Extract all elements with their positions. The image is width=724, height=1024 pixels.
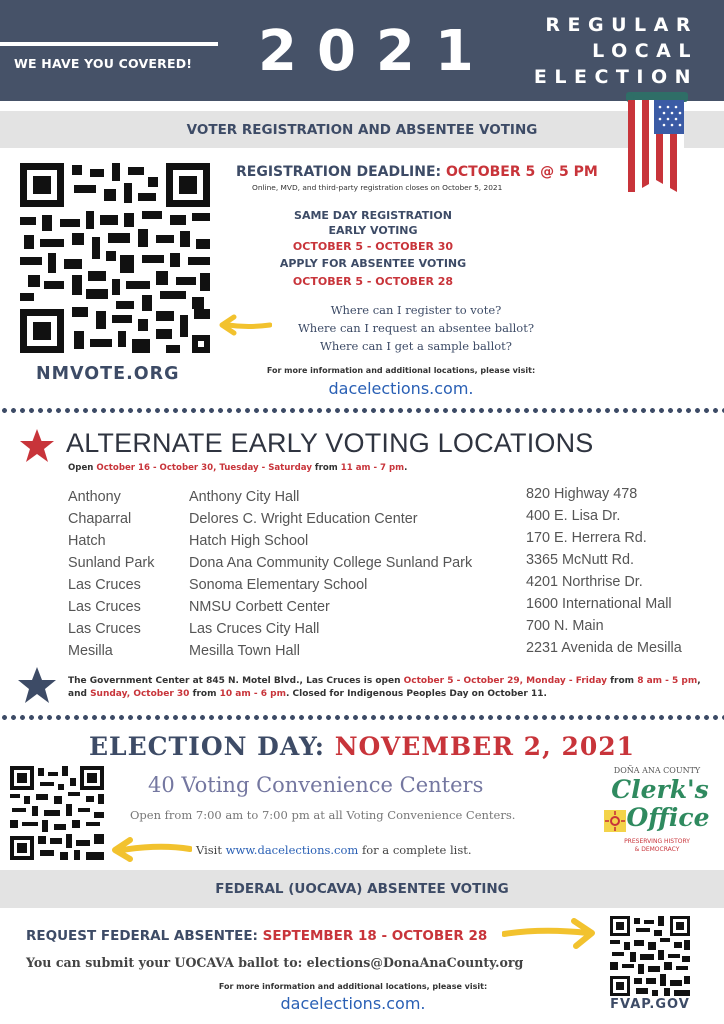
election-day-title (0, 732, 724, 761)
federal-request-dates: SEPTEMBER 18 - OCTOBER 28 (262, 928, 488, 944)
question-absentee: Where can I request an absentee ballot? (297, 321, 535, 335)
gov-note-text: The Government Center at 845 N. Motel Blvd., Las Cruces is open (68, 676, 404, 686)
apply-absentee-label: APPLY FOR ABSENTEE VOTING (279, 257, 467, 270)
logo-tagline-1: PRESERVING HISTORY (624, 838, 690, 845)
absentee-dates: OCTOBER 5 - OCTOBER 28 (292, 275, 454, 288)
alternate-locations-title: ALTERNATE EARLY VOTING LOCATIONS (66, 428, 594, 458)
location-site: Mesilla Town Hall (189, 643, 300, 659)
federal-submit-line: You can submit your UOCAVA ballot to: elections@DonaAnaCounty.org (26, 955, 524, 970)
dacelections-link[interactable]: dacelections.com. (280, 994, 426, 1013)
gov-note-sunday-hours: 10 am - 6 pm (219, 689, 286, 699)
question-register: Where can I register to vote? (330, 303, 502, 317)
location-address: 170 E. Herrera Rd. (526, 530, 647, 546)
open-end: . (404, 463, 408, 473)
open-hours-value: 11 am - 7 pm (340, 463, 405, 473)
location-site: Hatch High School (189, 533, 309, 549)
logo-county: DOÑA ANA COUNTY (613, 766, 701, 775)
more-info-text: For more information and additional locations, please visit: (266, 366, 536, 375)
location-address: 820 Highway 478 (526, 486, 638, 502)
early-voting-dates: OCTOBER 5 - OCTOBER 30 (292, 240, 454, 253)
location-site: Las Cruces City Hall (189, 621, 320, 637)
federal-absentee-bar-title: FEDERAL (UOCAVA) ABSENTEE VOTING (215, 881, 509, 897)
gov-note-text: from (189, 689, 220, 699)
question-sample-ballot: Where can I get a sample ballot? (320, 339, 512, 353)
registration-deadline-label: REGISTRATION DEADLINE: (236, 164, 446, 180)
open-dates: October 16 - October 30, Tuesday - Saturday (96, 463, 312, 473)
location-city: Las Cruces (68, 621, 141, 637)
star-icon (16, 666, 58, 704)
open-prefix: Open (68, 463, 97, 473)
logo-tagline-2: & DEMOCRACY (634, 846, 680, 853)
gov-note-text: , and (68, 676, 701, 699)
registration-deadline-value: OCTOBER 5 @ 5 PM (445, 164, 598, 180)
location-city: Chaparral (68, 511, 132, 527)
location-city: Mesilla (68, 643, 113, 659)
voting-centers-qr-code[interactable] (10, 766, 104, 860)
voting-centers-heading: 40 Voting Convenience Centers (148, 773, 484, 797)
more-info-text: For more information and additional locations, please visit: (218, 982, 488, 991)
federal-request-label: REQUEST FEDERAL ABSENTEE: (26, 928, 263, 944)
open-mid: from (311, 463, 341, 473)
nmvote-qr-code[interactable] (20, 163, 210, 353)
government-center-note (68, 675, 708, 701)
star-icon (18, 428, 56, 464)
location-site: NMSU Corbett Center (189, 599, 330, 615)
logo-line-1: Clerk's (611, 775, 709, 804)
location-site: Delores C. Wright Education Center (189, 511, 418, 527)
location-city: Las Cruces (68, 577, 141, 593)
election-day-date: NOVEMBER 2, 2021 (334, 732, 636, 761)
same-day-registration: SAME DAY REGISTRATION (294, 209, 452, 222)
location-site: Anthony City Hall (189, 489, 300, 505)
gov-note-text: . Closed for Indigenous Peoples Day on October 11. (285, 689, 547, 699)
location-city: Las Cruces (68, 599, 141, 615)
header-divider (0, 42, 218, 46)
logo-line-2: Office (626, 803, 710, 832)
header-title-line-2: LOCAL (592, 40, 698, 62)
header-tagline: WE HAVE YOU COVERED! (14, 56, 193, 71)
registration-deadline (236, 164, 598, 180)
header-title-line-3: ELECTION (533, 66, 698, 88)
dotted-divider (0, 714, 724, 721)
visit-line (196, 843, 472, 857)
location-address: 400 E. Lisa Dr. (526, 508, 621, 524)
visit-suffix: for a complete list. (358, 843, 472, 857)
location-address: 1600 International Mall (526, 596, 672, 612)
location-address: 2231 Avenida de Mesilla (526, 640, 682, 656)
header-title-line-1: REGULAR (545, 14, 698, 36)
alternate-locations-hours (68, 463, 407, 473)
arrow-right-icon (502, 916, 602, 950)
dotted-divider (0, 407, 724, 414)
nmvote-link[interactable]: NMVOTE.ORG (36, 364, 180, 384)
gov-note-hours: 8 am - 5 pm (637, 676, 698, 686)
voter-registration-bar-title: VOTER REGISTRATION AND ABSENTEE VOTING (186, 122, 538, 138)
location-city: Hatch (68, 533, 106, 549)
us-flag-ribbon-icon (624, 92, 690, 196)
location-address: 700 N. Main (526, 618, 604, 634)
clerks-office-logo (602, 766, 712, 862)
location-city: Sunland Park (68, 555, 155, 571)
header-year: 2021 (258, 19, 494, 84)
registration-deadline-note: Online, MVD, and third-party registration closes on October 5, 2021 (252, 183, 503, 192)
location-site: Dona Ana Community College Sunland Park (189, 555, 473, 571)
federal-request-line (26, 928, 487, 944)
location-address: 4201 Northrise Dr. (526, 574, 643, 590)
fvap-qr-code[interactable] (610, 916, 690, 996)
zia-sun-icon (604, 810, 626, 832)
voter-registration-bar (0, 111, 724, 148)
voting-centers-hours: Open from 7:00 am to 7:00 pm at all Voting Convenience Centers. (130, 808, 516, 822)
location-site: Sonoma Elementary School (189, 577, 368, 593)
visit-prefix: Visit (196, 843, 226, 857)
early-voting-label: EARLY VOTING (328, 224, 418, 237)
election-day-label: ELECTION DAY: (88, 732, 335, 761)
visit-link[interactable]: www.dacelections.com (225, 843, 359, 857)
fvap-link[interactable]: FVAP.GOV (610, 997, 690, 1012)
arrow-left-icon (110, 836, 192, 862)
location-city: Anthony (68, 489, 121, 505)
dacelections-link[interactable]: dacelections.com. (328, 379, 474, 398)
location-address: 3365 McNutt Rd. (526, 552, 634, 568)
gov-note-dates: October 5 - October 29, Monday - Friday (403, 676, 607, 686)
gov-note-sunday: Sunday, October 30 (90, 689, 190, 699)
gov-note-text: from (607, 676, 638, 686)
federal-absentee-bar (0, 870, 724, 908)
